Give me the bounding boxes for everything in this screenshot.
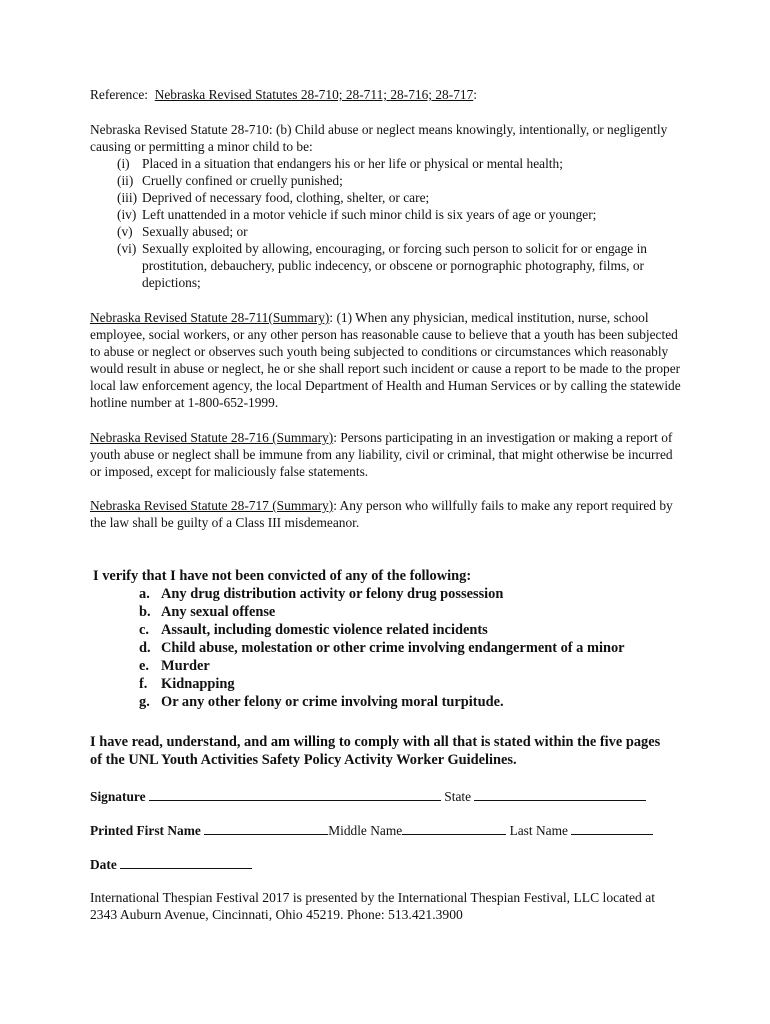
footer-note: International Thespian Festival 2017 is presented by the International Thespian Festival, LLC located at 2343 Auburn Avenue, Cincinnati, Ohio 45219. Phone: 513.421.3900 — [90, 890, 656, 922]
statute-28-710-item — [90, 189, 686, 206]
item-number: (i) — [117, 156, 130, 171]
signature-row — [90, 787, 690, 806]
verify-item-letter: g. — [139, 694, 150, 710]
statute-28-710-item — [90, 240, 686, 291]
verify-item-text: Any sexual offense — [161, 604, 276, 620]
middle-name-field[interactable] — [402, 821, 506, 835]
verify-item — [93, 693, 693, 711]
verify-item — [93, 639, 693, 657]
verify-item — [93, 621, 693, 639]
date-row — [90, 855, 690, 873]
statute-28-710-list — [90, 155, 686, 291]
date-field[interactable] — [120, 855, 252, 869]
agreement-statement: I have read, understand, and am willing to comply with all that is stated within the five pages of the UNL Youth Activities Safety Policy Activity Worker Guidelines. — [90, 734, 661, 768]
verify-item-letter: f. — [139, 676, 148, 692]
verify-section — [93, 567, 693, 711]
statute-28-710-item — [90, 206, 686, 223]
statute-28-716-body: : Persons participating in an investigation or making a report of youth abuse or neglect shall be immune from any liability, civil or criminal, that might otherwise be incurred or imposed, except for maliciously false statements. — [90, 430, 673, 479]
reference-label: Reference: — [90, 87, 148, 102]
verify-item-text: Any drug distribution activity or felony drug possession — [161, 586, 504, 602]
verify-item-letter: a. — [139, 586, 150, 602]
reference-statutes: Nebraska Revised Statutes 28-710; 28-711; 28-716; 28-717 — [154, 87, 474, 102]
verify-item-text: Murder — [161, 658, 210, 674]
verify-item-letter: c. — [139, 622, 149, 638]
verify-item — [93, 585, 693, 603]
verify-list — [93, 585, 693, 711]
item-number: (iv) — [117, 207, 137, 222]
statute-28-710-intro: Nebraska Revised Statute 28-710: (b) Child abuse or neglect means knowingly, intentionally, or negligently causing or permitting a minor child to be: — [90, 122, 668, 154]
statute-28-710-item — [90, 172, 686, 189]
last-name-label: Last Name — [509, 823, 568, 838]
signature-label: Signature — [90, 789, 146, 804]
statute-28-711-title: Nebraska Revised Statute 28-711(Summary) — [90, 310, 330, 325]
verify-item-text: Assault, including domestic violence related incidents — [161, 622, 488, 638]
verify-item-letter: e. — [139, 658, 149, 674]
date-label: Date — [90, 857, 117, 872]
statute-28-710-item — [90, 155, 686, 172]
verify-item-text: Child abuse, molestation or other crime involving endangerment of a minor — [161, 640, 625, 656]
item-text: Deprived of necessary food, clothing, shelter, or care; — [142, 190, 430, 205]
item-text: Sexually exploited by allowing, encouraging, or forcing such person to solicit for or engage in prostitution, debauchery, public indecency, or obscene or pornographic photography, films, or depictions; — [142, 241, 647, 290]
verify-item-letter: b. — [139, 604, 151, 620]
statute-28-710 — [90, 121, 686, 291]
verify-item-text: Kidnapping — [161, 676, 235, 692]
reference-line: Reference: Nebraska Revised Statutes 28-710; 28-711; 28-716; 28-717: — [90, 87, 478, 102]
statute-28-717-title: Nebraska Revised Statute 28-717 (Summary) — [90, 498, 334, 513]
first-name-field[interactable] — [204, 821, 328, 835]
item-text: Placed in a situation that endangers his or her life or physical or mental health; — [142, 156, 563, 171]
verify-item-text: Or any other felony or crime involving moral turpitude. — [161, 694, 504, 710]
item-text: Cruelly confined or cruelly punished; — [142, 173, 343, 188]
item-number: (ii) — [117, 173, 134, 188]
state-field[interactable] — [474, 787, 646, 801]
statute-28-711-body: : (1) When any physician, medical institution, nurse, school employee, social workers, or any other person has reasonable cause to believe that a youth has been subjected to abuse or neglect or observes such youth being subjected to conditions or circumstances which reasonably would result in abuse or neglect, he or she shall report such incident or cause a report to be made to the proper local law enforcement agency, the local Department of Health and Human Services or by calling the statewide hotline number at 1-800-652-1999. — [90, 310, 681, 410]
verify-item — [93, 675, 693, 693]
statute-28-717-body: : Any person who willfully fails to make any report required by the law shall be guilty of a Class III misdemeanor. — [90, 498, 673, 530]
verify-item — [93, 657, 693, 675]
statute-28-711 — [90, 309, 686, 411]
last-name-field[interactable] — [571, 821, 653, 835]
statute-28-717 — [90, 497, 686, 531]
first-name-label: Printed First Name — [90, 823, 201, 838]
item-text: Left unattended in a motor vehicle if such minor child is six years of age or younger; — [142, 207, 597, 222]
item-number: (iii) — [117, 190, 138, 205]
verify-heading: I verify that I have not been convicted of any of the following: — [93, 568, 472, 584]
verify-item-letter: d. — [139, 640, 151, 656]
item-number: (vi) — [117, 241, 137, 256]
name-row — [90, 821, 690, 839]
state-label: State — [444, 789, 472, 804]
middle-name-label: Middle Name — [328, 823, 403, 838]
statute-28-716-title: Nebraska Revised Statute 28-716 (Summary) — [90, 430, 334, 445]
signature-field[interactable] — [149, 787, 441, 801]
statute-28-710-item — [90, 223, 686, 240]
item-text: Sexually abused; or — [142, 224, 248, 239]
verify-item — [93, 603, 693, 621]
statute-28-716 — [90, 429, 686, 480]
item-number: (v) — [117, 224, 133, 239]
